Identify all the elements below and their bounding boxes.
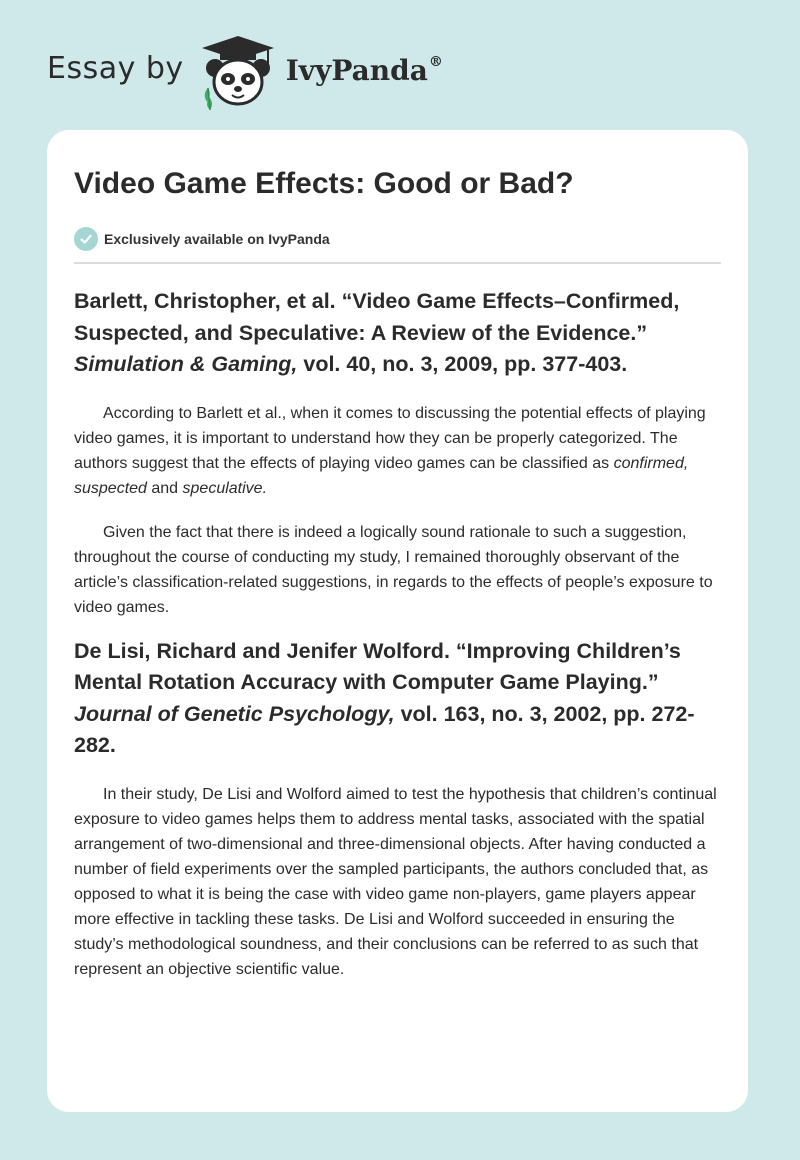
panda-logo-icon[interactable] (198, 32, 278, 112)
body-paragraph: According to Barlett et al., when it comes to discussing the potential effects of playing video games, it is important to understand how they can be properly categorized. The authors suggest that the effects of playing video games can be classified as confirmed, suspected and speculative. (74, 404, 706, 497)
brand-prefix: Essay by (47, 50, 184, 86)
divider (74, 262, 721, 264)
reference-heading: Barlett, Christopher, et al. “Video Game Effects–Confirmed, Suspected, and Speculative: A Review of the Evidence.” Simulation & Gaming, vol. 40, no. 3, 2009, pp. 377-403. (74, 289, 680, 376)
exclusive-label: Exclusively available on IvyPanda (104, 231, 330, 247)
check-icon (74, 227, 98, 251)
page-title: Video Game Effects: Good or Bad? (74, 167, 574, 200)
exclusive-badge (74, 226, 721, 252)
registered-mark: ® (428, 53, 443, 70)
journal-title: Journal of Genetic Psychology, (74, 701, 395, 726)
journal-title: Simulation & Gaming, (74, 352, 298, 376)
essay-card (47, 130, 748, 1112)
brand-name[interactable]: IvyPanda® (285, 53, 443, 87)
reference-heading: De Lisi, Richard and Jenifer Wolford. “Improving Children’s Mental Rotation Accuracy with Computer Game Playing.” Journal of Genetic Psychology, vol. 163, no. 3, 2002, pp. 272-282. (74, 638, 695, 757)
brand-header (47, 32, 443, 112)
body-paragraph: In their study, De Lisi and Wolford aimed to test the hypothesis that children’s continual exposure to video games helps them to address mental tasks, associated with the spatial arrangement of two-dimensional and three-dimensional objects. After having conducted a number of field experiments over the sampled participants, the authors concluded that, as opposed to what it is being the case with video game non-players, game players appear more effective in tackling these tasks. De Lisi and Wolford succeeded in ensuring the study’s methodological soundness, and their conclusions can be referred to as such that represent an objective scientific value. (74, 785, 717, 978)
body-paragraph: Given the fact that there is indeed a logically sound rationale to such a suggestion, throughout the course of conducting my study, I remained thoroughly observant of the article’s classification-related suggestions, in regards to the effects of people’s exposure to video games. (74, 523, 713, 616)
